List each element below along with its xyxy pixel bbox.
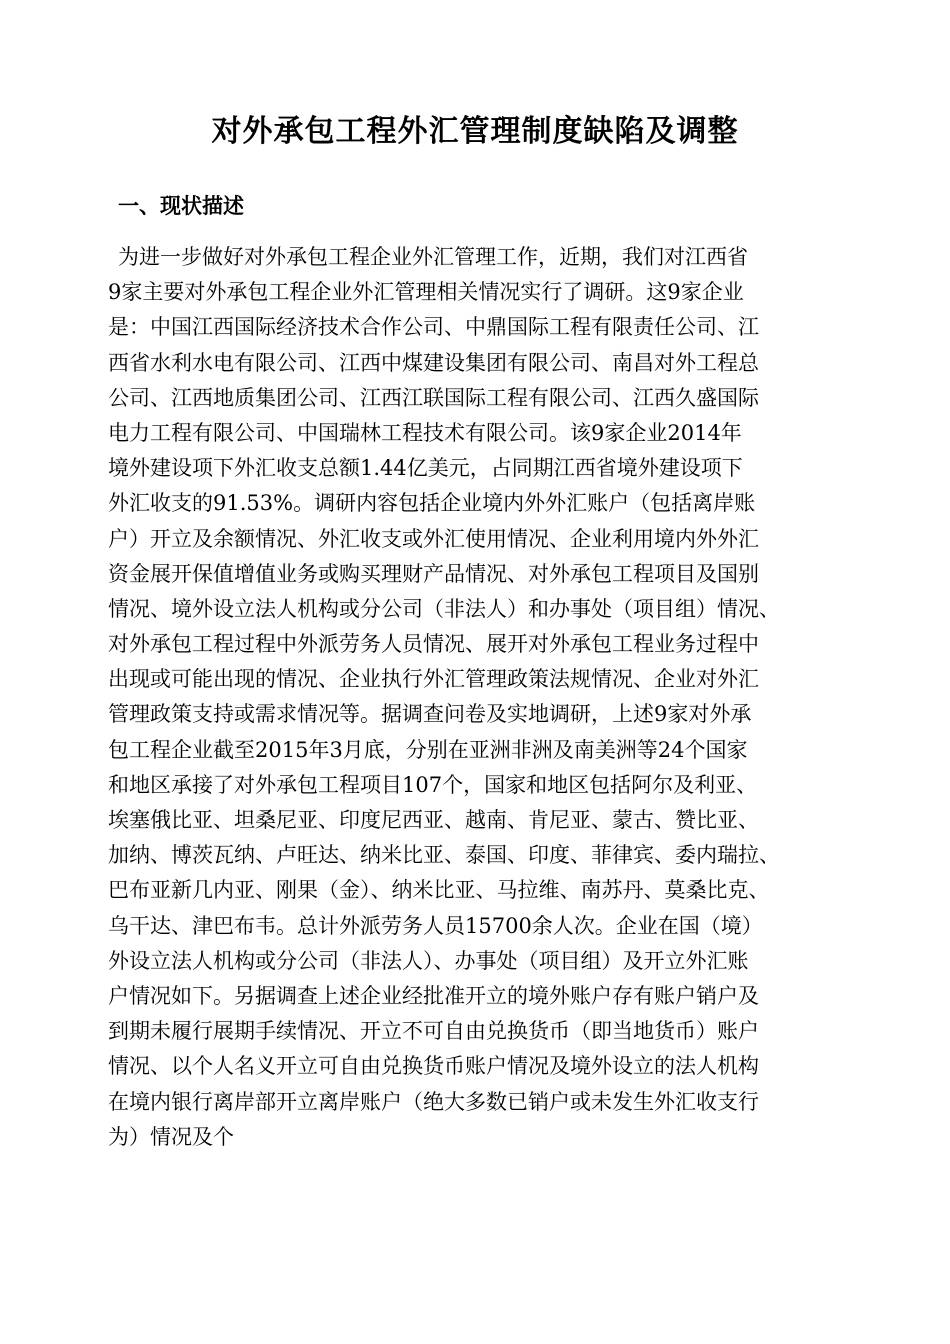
paragraph-line: 在境内银行离岸部开立离岸账户（绝大多数已销户或未发生外汇收支行 <box>108 1089 759 1114</box>
paragraph-line: 外汇收支的91.53%。调研内容包括企业境内外外汇账户（包括离岸账 <box>108 491 756 516</box>
paragraph-line: 境外建设项下外汇收支总额1.44亿美元，占同期江西省境外建设项下 <box>108 456 743 481</box>
paragraph-line: 对外承包工程过程中外派劳务人员情况、展开对外承包工程业务过程中 <box>108 632 759 657</box>
paragraph-line: 出现或可能出现的情况、企业执行外汇管理政策法规情况、企业对外汇 <box>108 667 759 692</box>
paragraph-line: 电力工程有限公司、中国瑞林工程技术有限公司。该9家企业2014年 <box>108 420 742 445</box>
paragraph-line: 户情况如下。另据调查上述企业经批准开立的境外账户存有账户销户及 <box>108 983 759 1008</box>
paragraph-line: 乌干达、津巴布韦。总计外派劳务人员15700余人次。企业在国（境） <box>108 913 763 938</box>
paragraph-line: 西省水利水电有限公司、江西中煤建设集团有限公司、南昌对外工程总 <box>108 350 759 375</box>
body-paragraph <box>108 240 868 1155</box>
paragraph-line: 户）开立及余额情况、外汇收支或外汇使用情况、企业利用境内外外汇 <box>108 526 759 551</box>
paragraph-line: 公司、江西地质集团公司、江西江联国际工程有限公司、江西久盛国际 <box>108 385 759 410</box>
paragraph-line: 为进一步做好对外承包工程企业外汇管理工作，近期，我们对江西省 <box>118 245 748 269</box>
paragraph-line: 到期未履行展期手续情况、开立不可自由兑换货币（即当地货币）账户 <box>108 1019 759 1044</box>
paragraph-line: 外设立法人机构或分公司（非法人）、办事处（项目组）及开立外汇账 <box>108 948 749 973</box>
paragraph-line: 是：中国江西国际经济技术合作公司、中鼎国际工程有限责任公司、江 <box>108 315 759 340</box>
paragraph-line: 包工程企业截至2015年3月底，分别在亚洲非洲及南美洲等24个国家 <box>108 737 748 762</box>
paragraph-line: 为）情况及个 <box>108 1124 234 1149</box>
paragraph-line: 9家主要对外承包工程企业外汇管理相关情况实行了调研。这9家企业 <box>108 280 744 305</box>
paragraph-line: 加纳、博茨瓦纳、卢旺达、纳米比亚、泰国、印度、菲律宾、委内瑞拉、 <box>108 843 780 868</box>
paragraph-line: 资金展开保值增值业务或购买理财产品情况、对外承包工程项目及国别 <box>108 561 759 586</box>
paragraph-line: 巴布亚新几内亚、刚果（金）、纳米比亚、马拉维、南苏丹、莫桑比克、 <box>108 878 770 903</box>
section-heading: 一、现状描述 <box>118 193 244 218</box>
paragraph-line: 埃塞俄比亚、坦桑尼亚、印度尼西亚、越南、肯尼亚、蒙古、赞比亚、 <box>108 808 759 832</box>
paragraph-line: 管理政策支持或需求情况等。据调查问卷及实地调研，上述9家对外承 <box>108 702 752 727</box>
paragraph-line: 和地区承接了对外承包工程项目107个，国家和地区包括阿尔及利亚、 <box>108 772 758 797</box>
paragraph-line: 情况、境外设立法人机构或分公司（非法人）和办事处（项目组）情况、 <box>108 596 780 621</box>
paragraph-line: 情况、以个人名义开立可自由兑换货币账户情况及境外设立的法人机构 <box>108 1054 759 1079</box>
document-title: 对外承包工程外汇管理制度缺陷及调整 <box>211 114 739 149</box>
